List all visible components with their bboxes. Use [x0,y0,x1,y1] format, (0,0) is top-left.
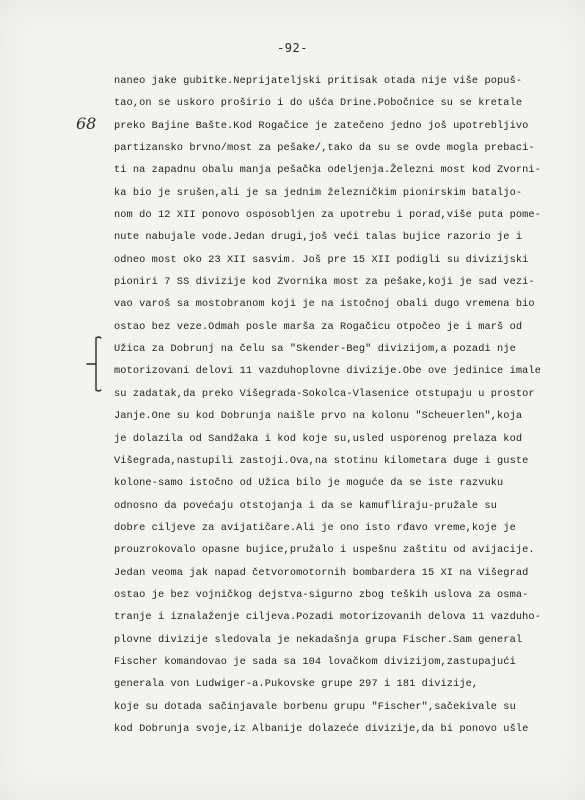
text-line: ka bio je srušen,ali je sa jednim železničkim pionirskim bataljo- [114,186,523,199]
text-line: partizansko brvno/most za pešake/,tako da su se ovde mogla prebaci- [114,142,535,155]
text-line: tao,on se uskoro proširio i do ušća Drine.Pobočnice su se kretale [114,97,523,110]
text-line: naneo jake gubitke.Neprijateljski pritisak otada nije više popuš- [114,75,523,87]
text-line: Jedan veoma jak napad četvoromotornih bombardera 15 XI na Višegrad [114,566,529,579]
text-line: koje su dotada sačinjavale borbenu grupu "Fischer",sačekivale su [114,700,516,713]
text-line: pioniri 7 SS divizije kod Zvornika most za pešake,koji je sad vezi- [114,276,535,289]
text-line: ti na zapadnu obalu manja pešačka odeljenja.Železni most kod Zvorni- [114,164,541,177]
text-line: prouzrokovalo opasne bujice,pružalo i uspešnu zaštitu od avijacije. [114,544,535,557]
margin-note-68: 68 [76,114,97,133]
text-line: plovne divizije sledovala je nekadašnja grupa Fischer.Sam general [114,633,523,646]
text-line: su zadatak,da preko Višegrada-Sokolca-Vlasenice otstupaju u prostor [114,387,535,400]
text-line: generala von Ludwiger-a.Pukovske grupe 297 i 181 divizije, [114,678,479,691]
text-line: kod Dobrunja svoje,iz Albanije dolazeće divizije,da bi ponovo ušle [114,722,529,735]
text-line: preko Bajine Bašte.Kod Rogačice je zatečeno jedno još upotrebljivo [114,119,529,132]
text-line: motorizovani delovi 11 vazduhoplovne divizije.Obe ove jedinice imale [114,365,541,378]
text-line: je dolazila od Sandžaka i kod koje su,usled usporenog prelaza kod [114,432,523,445]
text-line: tranje i iznalaženje ciljeva.Pozadi motorizovanih delova 11 vazduho- [114,611,541,624]
margin-bracket-mark [84,334,108,394]
text-line: vao varoš sa mostobranom koji je na istočnoj obali dugo vremena bio [114,298,535,311]
text-line: Užica za Dobrunj na čelu sa "Skender-Beg" divizijom,a pozadi nje [114,343,516,356]
page-number: -92- [277,41,308,55]
typewritten-text-body [114,70,579,740]
text-line: nom do 12 XII ponovo osposobljen za upotrebu i porad,više puta pome- [114,209,541,222]
text-line: Višegrada,nastupili zastoji.Ova,na stotinu kilometara duge i guste [114,454,529,467]
text-line: ostao je bez vojničkog dejstva-sigurno zbog teških uslova za osma- [114,588,529,601]
text-line: dobre ciljeve za avijatičare.Ali je ono isto rđavo vreme,koje je [114,521,516,534]
text-line: odneo most oko 23 XII sasvim. Još pre 15 XII podigli su divizijski [114,253,529,266]
text-line: odnosno da povećaju otstojanja i da se kamufliraju-pružale su [114,499,498,512]
text-line: nute nabujale vode.Jedan drugi,još veći talas bujice razorio je i [114,231,523,244]
text-line: Fischer komandovao je sada sa 104 lovačkom divizijom,zastupajući [114,655,516,668]
text-line: kolone-samo istočno od Užica bilo je moguće da se iste razvuku [114,477,504,490]
text-line: ostao bez veze.Odmah posle marša za Rogačicu otpočeo je i marš od [114,320,523,333]
text-line: Janje.One su kod Dobrunja naišle prvo na kolonu "Scheuerlen",koja [114,410,523,423]
